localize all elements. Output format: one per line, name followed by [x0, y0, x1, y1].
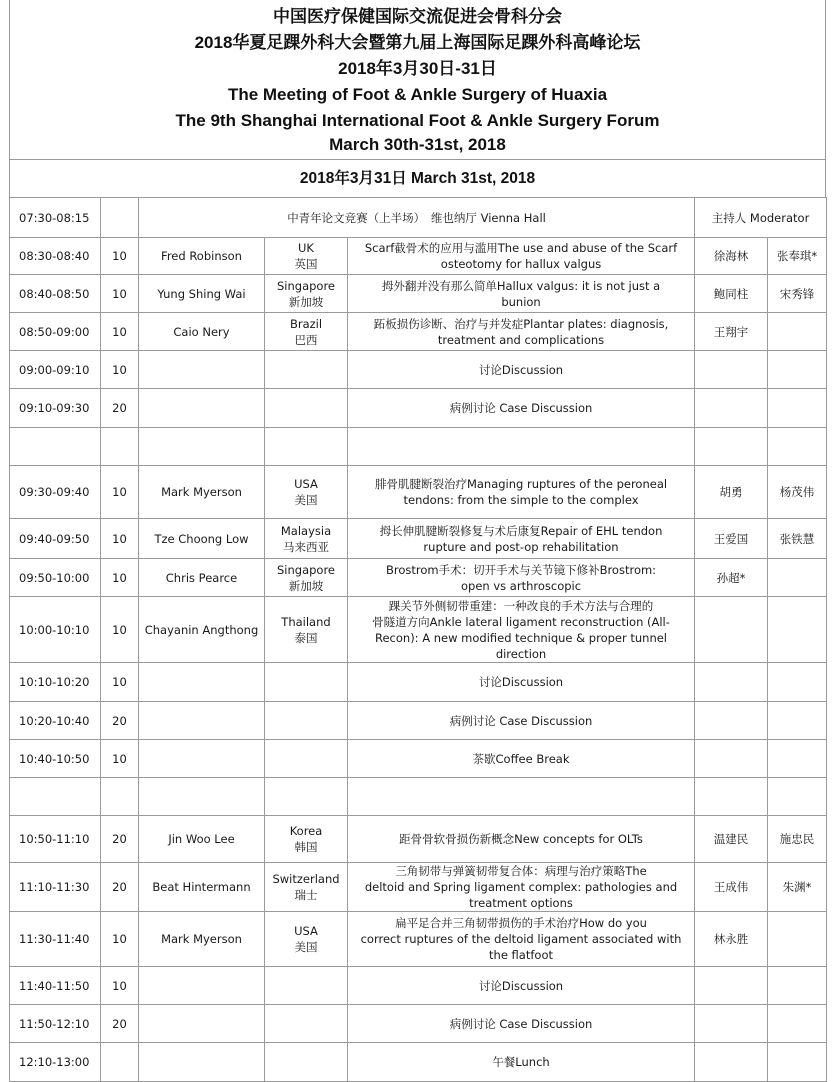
topic-line: 扁平足合并三角韧带损伤的手术治疗How do you — [395, 916, 647, 930]
moderator-2: 施忠民 — [768, 816, 827, 863]
speaker-name: Mark Myerson — [139, 466, 265, 519]
speaker-name: Mark Myerson — [139, 912, 265, 967]
table-row — [10, 559, 827, 597]
country-en: UK — [298, 241, 314, 255]
country-en: Switzerland — [272, 872, 340, 886]
moderator-2: 杨茂伟 — [768, 466, 827, 519]
talk-topic — [348, 313, 695, 351]
speaker-cell — [139, 1043, 265, 1082]
moderator-1: 胡勇 — [695, 466, 768, 519]
moderator-1: 鲍同柱 — [695, 275, 768, 313]
row-time: 10:40-10:50 — [10, 740, 101, 778]
speaker-name: Tze Choong Low — [139, 519, 265, 559]
topic-line: treatment and complications — [437, 332, 605, 347]
moderator-1 — [695, 597, 768, 663]
row-minutes: 10 — [101, 313, 139, 351]
moderator-1 — [695, 351, 768, 389]
moderator-1 — [695, 663, 768, 702]
moderator-2 — [768, 663, 827, 702]
session-time: 07:30-08:15 — [10, 198, 101, 238]
topic-line: osteotomy for hallux valgus — [440, 257, 602, 271]
row-minutes: 10 — [101, 740, 139, 778]
speaker-name: Beat Hintermann — [139, 863, 265, 912]
country-cn: 韩国 — [294, 840, 318, 854]
row-time: 12:10-13:00 — [10, 1043, 101, 1082]
country-cn: 马来西亚 — [283, 539, 329, 554]
topic-line: 踝关节外侧韧带重建：一种改良的手术方法与合理的 — [388, 598, 654, 613]
speaker-name: Fred Robinson — [139, 238, 265, 275]
row-time: 09:10-09:30 — [10, 389, 101, 428]
country-cn: 新加坡 — [288, 578, 324, 593]
topic-line: Scarf截骨术的应用与滥用The use and abuse of the Scarf — [364, 241, 678, 255]
topic-line: 腓骨肌腱断裂治疗Managing ruptures of the peroneal — [374, 477, 668, 491]
table-row — [10, 238, 827, 275]
row-minutes: 10 — [101, 663, 139, 702]
speaker-country — [265, 428, 348, 466]
header-line-3: 2018年3月30日-31日 — [338, 59, 497, 78]
row-time: 11:30-11:40 — [10, 912, 101, 967]
talk-topic — [348, 559, 695, 597]
table-row — [10, 1005, 827, 1043]
row-minutes — [101, 778, 139, 816]
speaker-country — [265, 816, 348, 863]
row-minutes: 20 — [101, 863, 139, 912]
country-cell — [265, 389, 348, 428]
row-minutes: 10 — [101, 351, 139, 389]
header-line-4: The Meeting of Foot & Ankle Surgery of Huaxia — [227, 85, 608, 104]
session-title: 中青年论文竞赛（上半场） 维也纳厅 Vienna Hall — [139, 198, 695, 238]
talk-topic — [348, 428, 695, 466]
table-row — [10, 597, 827, 663]
header-line-2: 2018华夏足踝外科大会暨第九届上海国际足踝外科高峰论坛 — [194, 33, 641, 52]
speaker-country — [265, 519, 348, 559]
topic-line: 茶歇Coffee Break — [472, 751, 570, 766]
speaker-cell — [139, 967, 265, 1005]
header-line-1: 中国医疗保健国际交流促进会骨科分会 — [273, 7, 562, 26]
moderator-2 — [768, 778, 827, 816]
row-minutes: 10 — [101, 275, 139, 313]
talk-topic — [348, 1043, 695, 1082]
speaker-cell — [139, 702, 265, 740]
speaker-cell — [139, 389, 265, 428]
moderator-1: 王爱国 — [695, 519, 768, 559]
speaker-country — [265, 863, 348, 912]
country-cell — [265, 1005, 348, 1043]
row-minutes — [101, 428, 139, 466]
speaker-country — [265, 559, 348, 597]
row-minutes: 20 — [101, 1005, 139, 1043]
speaker-country — [265, 778, 348, 816]
moderator-1: 孙超* — [695, 559, 768, 597]
table-row — [10, 740, 827, 778]
moderator-1 — [695, 428, 768, 466]
moderator-2 — [768, 389, 827, 428]
moderator-2 — [768, 559, 827, 597]
speaker-country — [265, 597, 348, 663]
row-time: 11:10-11:30 — [10, 863, 101, 912]
country-cn: 巴西 — [294, 332, 318, 347]
speaker-country — [265, 238, 348, 275]
talk-topic — [348, 238, 695, 275]
topic-line: rupture and post-op rehabilitation — [423, 539, 619, 554]
moderator-1 — [695, 1005, 768, 1043]
country-en: Thailand — [281, 614, 331, 629]
program-header — [9, 0, 826, 160]
moderator-2 — [768, 1005, 827, 1043]
row-time: 09:30-09:40 — [10, 466, 101, 519]
row-minutes: 10 — [101, 559, 139, 597]
table-row — [10, 663, 827, 702]
row-time: 10:00-10:10 — [10, 597, 101, 663]
row-minutes: 20 — [101, 816, 139, 863]
row-minutes: 10 — [101, 466, 139, 519]
row-minutes: 10 — [101, 238, 139, 275]
moderator-2 — [768, 597, 827, 663]
header-line-6: March 30th-31st, 2018 — [329, 135, 506, 154]
moderator-2 — [768, 702, 827, 740]
topic-line: 午餐Lunch — [492, 1055, 550, 1069]
topic-line: 跖板损伤诊断、治疗与并发症Plantar plates: diagnosis, — [373, 316, 669, 331]
country-cell — [265, 351, 348, 389]
moderator-2: 张铁慧 — [768, 519, 827, 559]
row-minutes — [101, 1043, 139, 1082]
country-cell — [265, 740, 348, 778]
talk-topic — [348, 351, 695, 389]
talk-topic — [348, 912, 695, 967]
table-row — [10, 313, 827, 351]
moderator-2 — [768, 1043, 827, 1082]
table-row — [10, 275, 827, 313]
moderator-1 — [695, 1043, 768, 1082]
speaker-cell — [139, 663, 265, 702]
topic-line: open vs arthroscopic — [460, 578, 582, 593]
topic-line: treatment options — [469, 896, 573, 910]
topic-line: bunion — [501, 294, 541, 309]
speaker-name: Caio Nery — [139, 313, 265, 351]
topic-line: deltoid and Spring ligament complex: pathologies and — [364, 880, 678, 894]
speaker-cell — [139, 1005, 265, 1043]
speaker-country — [265, 275, 348, 313]
country-cell — [265, 663, 348, 702]
header-line-5: The 9th Shanghai International Foot & Ankle Surgery Forum — [175, 111, 660, 130]
row-minutes: 10 — [101, 967, 139, 1005]
talk-topic — [348, 597, 695, 663]
country-cn: 泰国 — [294, 630, 318, 645]
talk-topic — [348, 740, 695, 778]
row-time: 10:20-10:40 — [10, 702, 101, 740]
topic-line: the flatfoot — [489, 948, 553, 962]
talk-topic — [348, 967, 695, 1005]
moderator-1 — [695, 740, 768, 778]
row-minutes: 20 — [101, 389, 139, 428]
country-en: USA — [294, 924, 318, 938]
moderator-1: 王翔宇 — [695, 313, 768, 351]
speaker-name: Chayanin Angthong — [139, 597, 265, 663]
topic-line: 距骨骨软骨损伤新概念New concepts for OLTs — [399, 832, 643, 846]
topic-line: direction — [495, 646, 547, 661]
moderator-2 — [768, 740, 827, 778]
speaker-country — [265, 912, 348, 967]
schedule-body — [10, 198, 827, 1082]
moderator-1: 徐海林 — [695, 238, 768, 275]
row-time: 10:10-10:20 — [10, 663, 101, 702]
row-minutes: 10 — [101, 597, 139, 663]
country-cn: 美国 — [294, 940, 318, 954]
table-row — [10, 967, 827, 1005]
topic-line: 讨论Discussion — [478, 675, 564, 689]
row-time: 09:50-10:00 — [10, 559, 101, 597]
row-time — [10, 428, 101, 466]
session-min-cell — [101, 198, 139, 238]
moderator-1 — [695, 389, 768, 428]
country-cell — [265, 1043, 348, 1082]
table-row — [10, 863, 827, 912]
table-row — [10, 519, 827, 559]
moderator-2 — [768, 428, 827, 466]
country-cell — [265, 702, 348, 740]
speaker-country — [265, 313, 348, 351]
row-time: 08:30-08:40 — [10, 238, 101, 275]
topic-line: Recon): A new modified technique & proper tunnel — [375, 630, 668, 645]
row-time: 11:40-11:50 — [10, 967, 101, 1005]
moderator-2 — [768, 351, 827, 389]
speaker-name: Yung Shing Wai — [139, 275, 265, 313]
row-minutes: 20 — [101, 702, 139, 740]
country-cn: 瑞士 — [294, 888, 318, 902]
table-row — [10, 466, 827, 519]
row-time: 08:40-08:50 — [10, 275, 101, 313]
row-time: 10:50-11:10 — [10, 816, 101, 863]
country-cn: 新加坡 — [288, 294, 324, 309]
row-time: 09:00-09:10 — [10, 351, 101, 389]
table-row — [10, 389, 827, 428]
country-cell — [265, 967, 348, 1005]
speaker-cell — [139, 351, 265, 389]
speaker-cell — [139, 740, 265, 778]
day-title: 2018年3月31日 March 31st, 2018 — [9, 160, 826, 197]
topic-line: 病例讨论 Case Discussion — [449, 713, 593, 728]
topic-line: 病例讨论 Case Discussion — [449, 401, 593, 415]
country-cn: 美国 — [294, 493, 318, 507]
table-row — [10, 351, 827, 389]
moderator-2: 朱渊* — [768, 863, 827, 912]
topic-line: 讨论Discussion — [478, 362, 564, 377]
row-time: 11:50-12:10 — [10, 1005, 101, 1043]
talk-topic — [348, 389, 695, 428]
moderator-2 — [768, 912, 827, 967]
speaker-name — [139, 428, 265, 466]
table-row — [10, 816, 827, 863]
talk-topic — [348, 863, 695, 912]
speaker-name: Jin Woo Lee — [139, 816, 265, 863]
row-minutes: 10 — [101, 912, 139, 967]
topic-line: 病例讨论 Case Discussion — [449, 1016, 593, 1031]
speaker-country — [265, 466, 348, 519]
topic-line: tendons: from the simple to the complex — [403, 493, 639, 507]
topic-line: Brostrom手术：切开手术与关节镜下修补Brostrom: — [385, 562, 657, 577]
talk-topic — [348, 663, 695, 702]
talk-topic — [348, 1005, 695, 1043]
speaker-name: Chris Pearce — [139, 559, 265, 597]
topic-line: 讨论Discussion — [478, 978, 564, 993]
topic-line: 拇长伸肌腱断裂修复与术后康复Repair of EHL tendon — [379, 523, 663, 538]
spacer-row — [10, 778, 827, 816]
moderator-1 — [695, 702, 768, 740]
country-en: USA — [294, 477, 318, 491]
speaker-name — [139, 778, 265, 816]
topic-line: 拇外翻并没有那么简单Hallux valgus: it is not just a — [381, 278, 661, 293]
moderator-2 — [768, 967, 827, 1005]
country-cn: 英国 — [294, 257, 318, 271]
moderator-1: 王成伟 — [695, 863, 768, 912]
table-row — [10, 702, 827, 740]
row-time: 08:50-09:00 — [10, 313, 101, 351]
row-time — [10, 778, 101, 816]
moderator-2: 宋秀锋 — [768, 275, 827, 313]
country-en: Singapore — [276, 562, 336, 577]
table-row — [10, 912, 827, 967]
moderator-2 — [768, 313, 827, 351]
moderator-1 — [695, 967, 768, 1005]
talk-topic — [348, 816, 695, 863]
country-en: Singapore — [276, 278, 336, 293]
moderator-label: 主持人 Moderator — [695, 198, 827, 238]
talk-topic — [348, 275, 695, 313]
session-header-row — [10, 198, 827, 238]
table-row — [10, 1043, 827, 1082]
schedule-table — [9, 197, 827, 1082]
moderator-1: 林永胜 — [695, 912, 768, 967]
country-en: Brazil — [289, 316, 323, 331]
talk-topic — [348, 519, 695, 559]
topic-line: 三角韧带与弹簧韧带复合体：病理与治疗策略The — [395, 864, 647, 878]
topic-line: correct ruptures of the deltoid ligament associated with — [360, 932, 682, 946]
moderator-1 — [695, 778, 768, 816]
country-en: Malaysia — [280, 523, 332, 538]
country-en: Korea — [289, 824, 323, 838]
talk-topic — [348, 702, 695, 740]
talk-topic — [348, 466, 695, 519]
row-time: 09:40-09:50 — [10, 519, 101, 559]
row-minutes: 10 — [101, 519, 139, 559]
talk-topic — [348, 778, 695, 816]
moderator-2: 张奉琪* — [768, 238, 827, 275]
spacer-row — [10, 428, 827, 466]
moderator-1: 温建民 — [695, 816, 768, 863]
topic-line: 骨隧道方向Ankle lateral ligament reconstruction (All- — [372, 614, 670, 629]
